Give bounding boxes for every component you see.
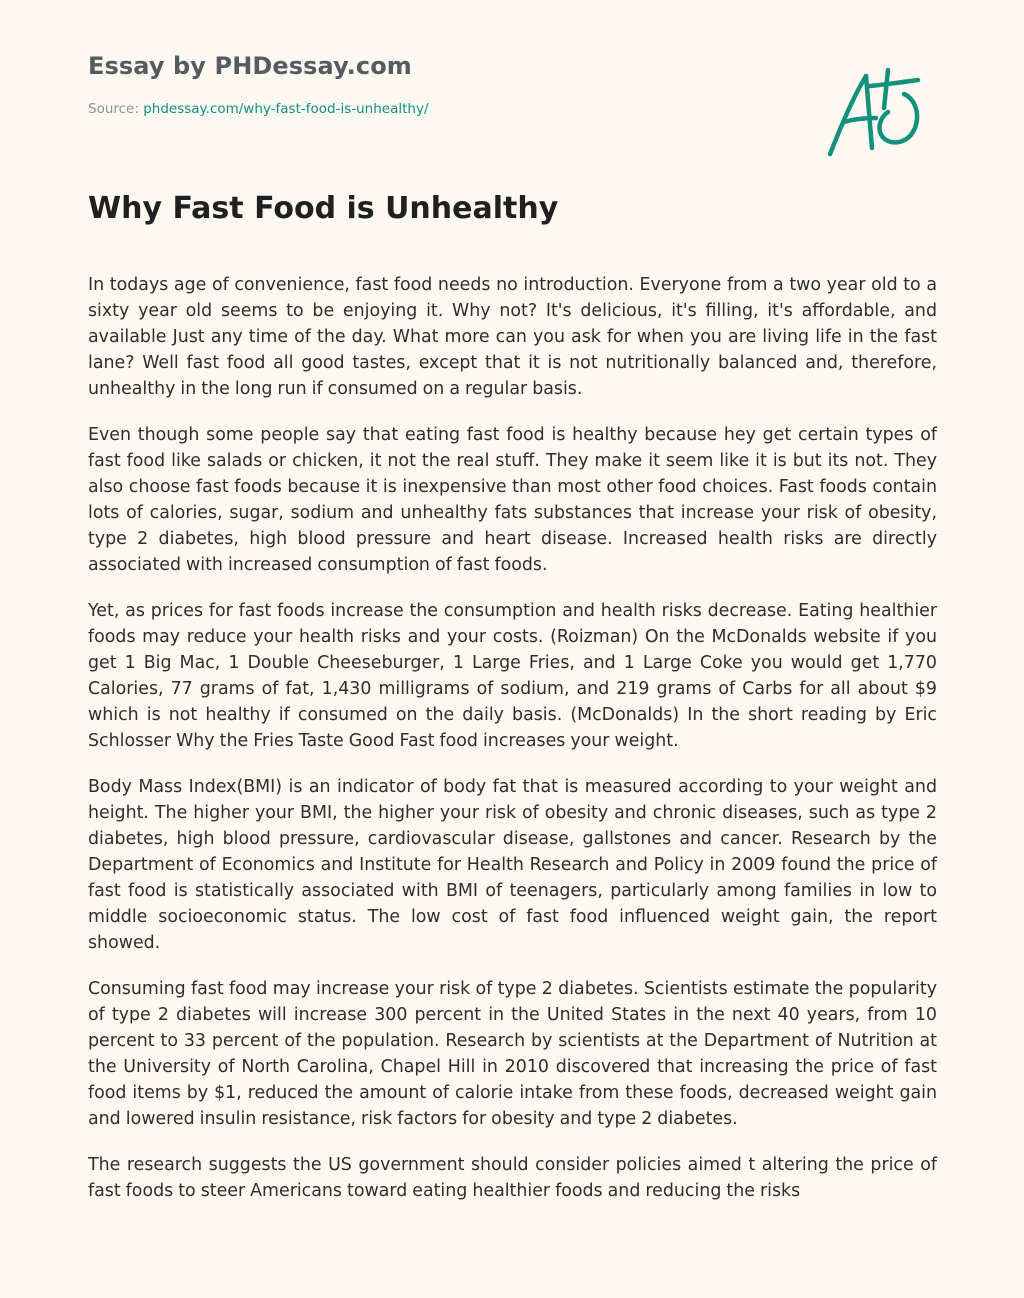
essay-title: Why Fast Food is Unhealthy xyxy=(88,191,559,226)
source-label: Source: xyxy=(88,101,144,117)
essay-paragraph: Even though some people say that eating fast food is healthy because hey get certain types of fast food like salads or chicken, it not the real stuff. They make it seem like it is but its not. They also choose fast foods because it is inexpensive than most other food choices. Fast foods contain lots of calories, sugar, sodium and unhealthy fats substances that increase your risk of obesity, type 2 diabetes, high blood pressure and heart disease. Increased health risks are directly associated with increased consumption of fast foods. xyxy=(88,425,937,575)
source-line xyxy=(88,101,429,117)
a-plus-icon xyxy=(822,64,930,160)
essay-paragraph: In todays age of convenience, fast food needs no introduction. Everyone from a two year old to a sixty year old seems to be enjoying it. Why not? It's delicious, it's filling, it's affordable, and available Just any time of the day. What more can you ask for when you are living life in the fast lane? Well fast food all good tastes, except that it is not nutritionally balanced and, therefore, unhealthy in the long run if consumed on a regular basis. xyxy=(88,275,937,399)
a-plus-grade-logo xyxy=(822,64,930,160)
essay-paragraph: Body Mass Index(BMI) is an indicator of body fat that is measured according to your weight and height. The higher your BMI, the higher your risk of obesity and chronic diseases, such as type 2 diabetes, high blood pressure, cardiovascular disease, gallstones and cancer. Research by the Department of Economics and Institute for Health Research and Policy in 2009 found the price of fast food is statistically associated with BMI of teenagers, particularly among families in low to middle socioeconomic status. The low cost of fast food influenced weight gain, the report showed. xyxy=(88,777,937,953)
essay-paragraph: The research suggests the US government should consider policies aimed t altering the price of fast foods to steer Americans toward eating healthier foods and reducing the risks xyxy=(88,1155,937,1201)
site-brand: Essay by PHDessay.com xyxy=(88,52,412,80)
essay-body xyxy=(88,272,937,1224)
source-link[interactable]: phdessay.com/why-fast-food-is-unhealthy/ xyxy=(143,101,429,117)
essay-paragraph: Consuming fast food may increase your risk of type 2 diabetes. Scientists estimate the popularity of type 2 diabetes will increase 300 percent in the United States in the next 40 years, from 10 percent to 33 percent of the population. Research by scientists at the Department of Nutrition at the University of North Carolina, Chapel Hill in 2010 discovered that increasing the price of fast food items by $1, reduced the amount of calorie intake from these foods, decreased weight gain and lowered insulin resistance, risk factors for obesity and type 2 diabetes. xyxy=(88,979,937,1129)
essay-paragraph: Yet, as prices for fast foods increase the consumption and health risks decrease. Eating healthier foods may reduce your health risks and your costs. (Roizman) On the McDonalds website if you get 1 Big Mac, 1 Double Cheeseburger, 1 Large Fries, and 1 Large Coke you would get 1,770 Calories, 77 grams of fat, 1,430 milligrams of sodium, and 219 grams of Carbs for all about $9 which is not healthy if consumed on the daily basis. (McDonalds) In the short reading by Eric Schlosser Why the Fries Taste Good Fast food increases your weight. xyxy=(88,601,937,751)
